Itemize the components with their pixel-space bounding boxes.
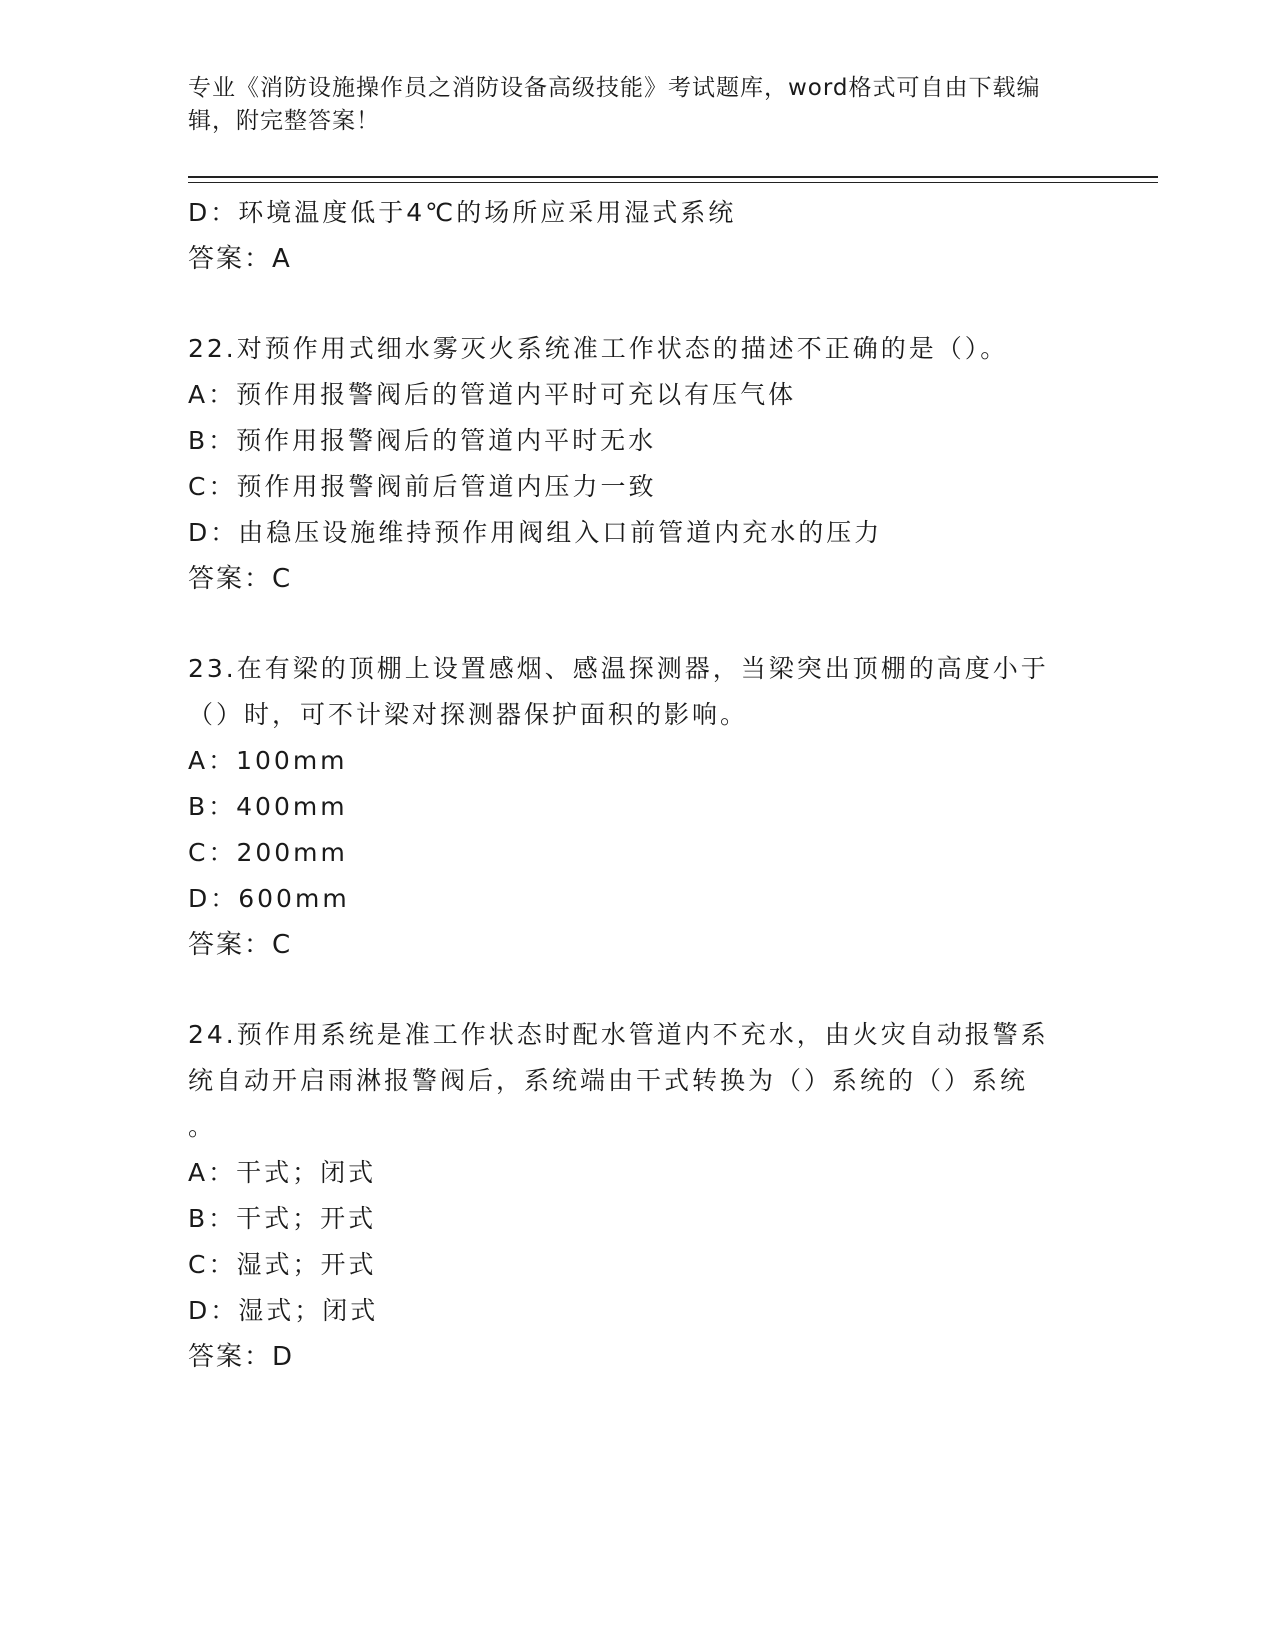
question-24 — [188, 1012, 1088, 1380]
previous-question-tail — [188, 190, 1088, 282]
question-stem-line: 统自动开启雨淋报警阀后，系统端由干式转换为（）系统的（）系统 — [188, 1066, 1029, 1095]
option-d: D：环境温度低于4℃的场所应采用湿式系统 — [188, 198, 737, 227]
spacer — [188, 282, 1088, 326]
header-divider-thin — [188, 182, 1158, 183]
option-a: A：预作用报警阀后的管道内平时可充以有压气体 — [188, 380, 797, 409]
option-b: B：400mm — [188, 792, 348, 821]
option-c: C：200mm — [188, 838, 348, 867]
question-stem-line: 24.预作用系统是准工作状态时配水管道内不充水，由火灾自动报警系 — [188, 1020, 1049, 1049]
answer-line: 答案：D — [188, 1342, 295, 1372]
question-stem — [188, 326, 1078, 372]
answer-line: 答案：C — [188, 564, 293, 594]
question-22 — [188, 326, 1088, 602]
question-23 — [188, 646, 1088, 968]
answer-line: 答案：C — [188, 930, 293, 960]
question-stem-line: 22.对预作用式细水雾灭火系统准工作状态的描述不正确的是（）。 — [188, 334, 1009, 363]
option-c: C：预作用报警阀前后管道内压力一致 — [188, 472, 657, 501]
option-d: D：湿式；闭式 — [188, 1296, 379, 1325]
spacer — [188, 968, 1088, 1012]
question-stem-line: （）时，可不计梁对探测器保护面积的影响。 — [188, 700, 749, 729]
question-list — [188, 190, 1088, 1380]
question-stem — [188, 646, 1078, 738]
header-line-2: 辑，附完整答案！ — [188, 108, 380, 134]
question-stem-line: 。 — [188, 1112, 217, 1141]
spacer — [188, 602, 1088, 646]
option-c: C：湿式；开式 — [188, 1250, 377, 1279]
option-d: D：由稳压设施维持预作用阀组入口前管道内充水的压力 — [188, 518, 883, 547]
option-a: A：干式；闭式 — [188, 1158, 377, 1187]
question-stem-line: 23.在有梁的顶棚上设置感烟、感温探测器，当梁突出顶棚的高度小于 — [188, 654, 1049, 683]
option-b: B：干式；开式 — [188, 1204, 377, 1233]
question-stem — [188, 1012, 1078, 1150]
option-a: A：100mm — [188, 746, 348, 775]
option-d: D：600mm — [188, 884, 350, 913]
option-b: B：预作用报警阀后的管道内平时无水 — [188, 426, 657, 455]
header-line-1: 专业《消防设施操作员之消防设备高级技能》考试题库，word格式可自由下载编 — [188, 75, 1041, 101]
page-header — [188, 72, 1088, 138]
answer-line: 答案：A — [188, 244, 292, 274]
header-divider-thick — [188, 176, 1158, 178]
